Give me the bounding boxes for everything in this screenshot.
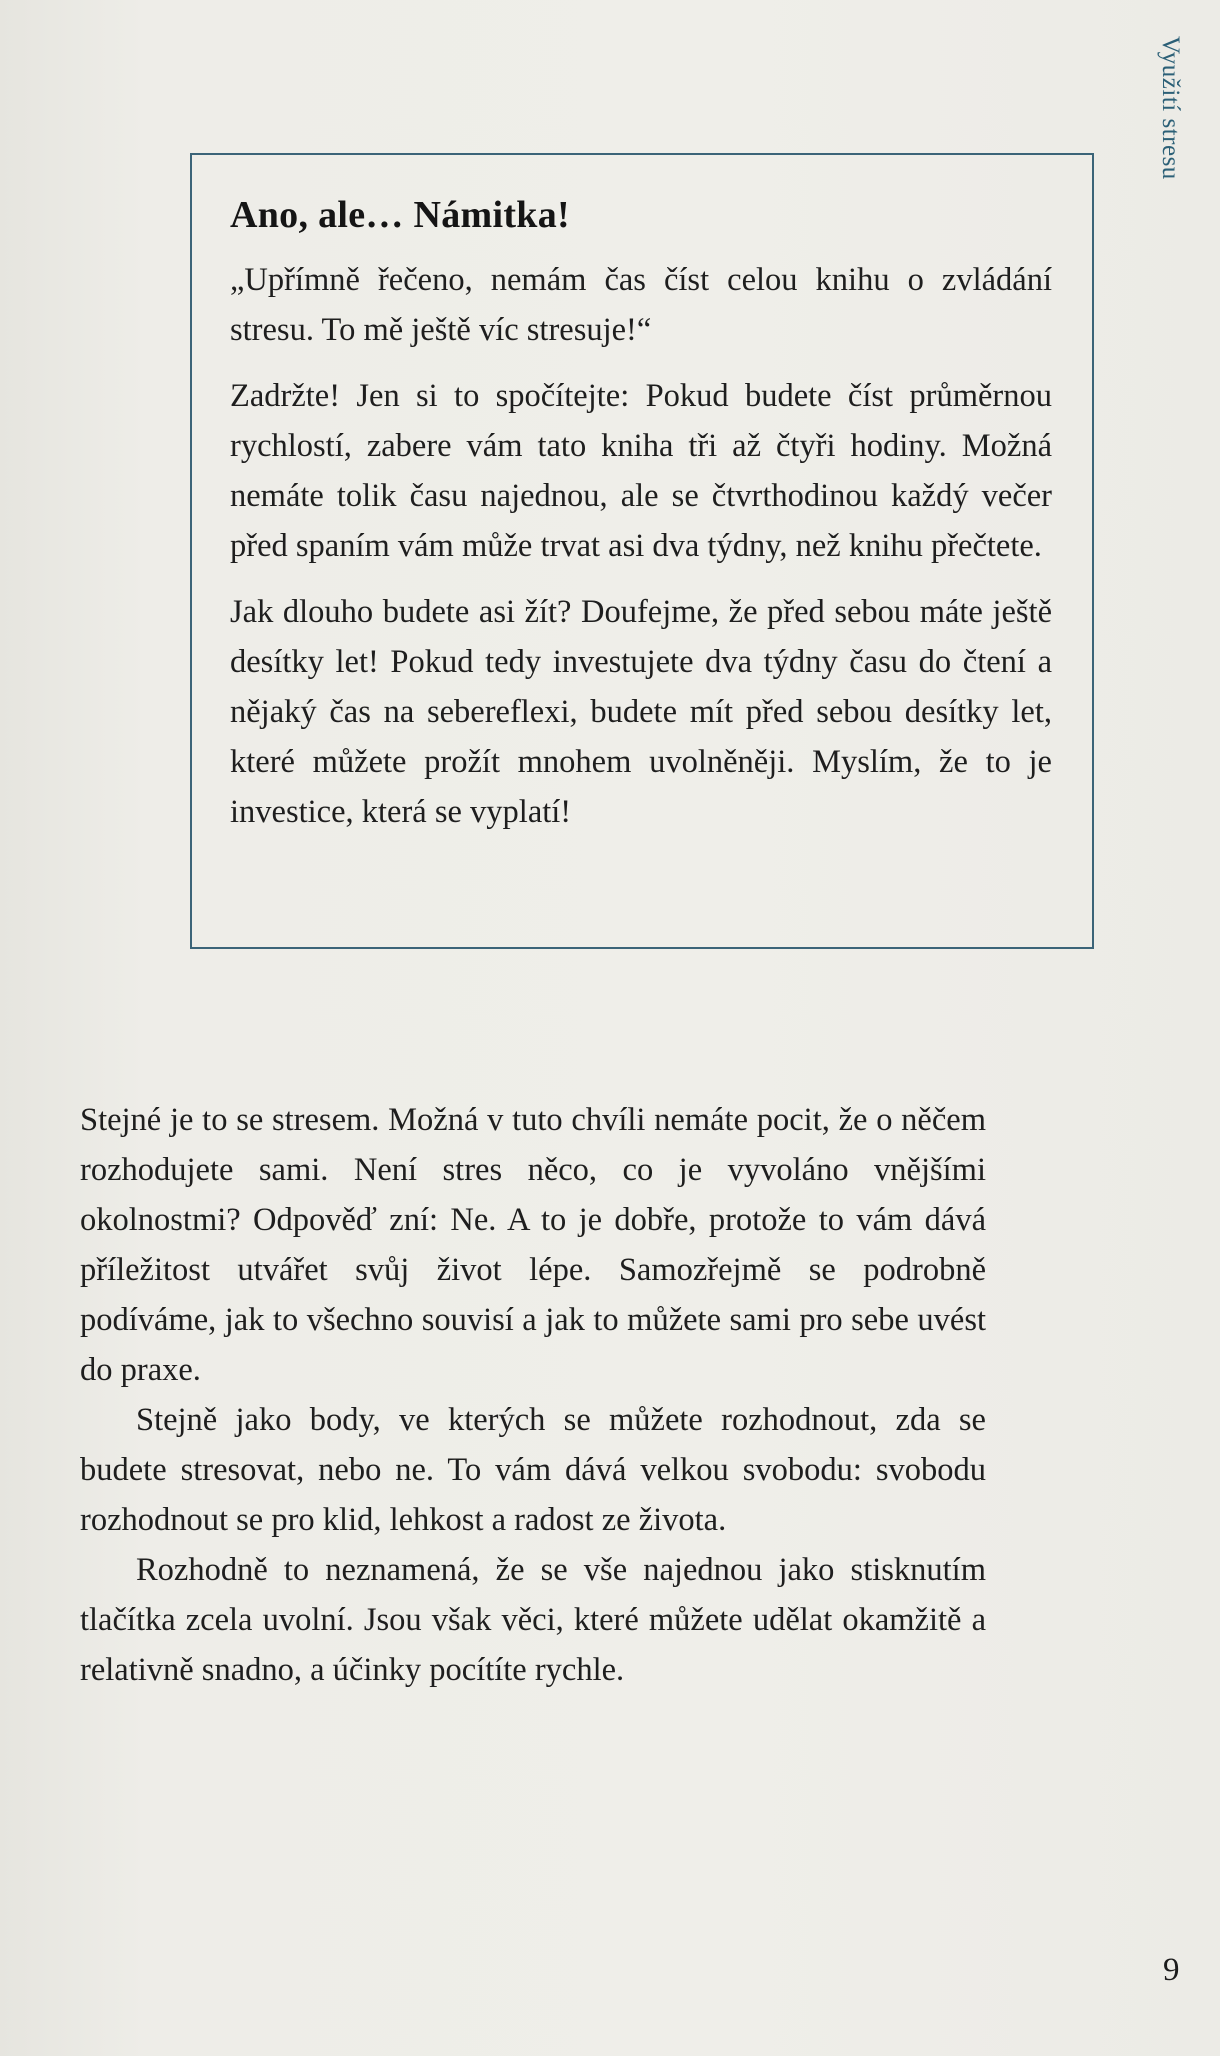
body-paragraph: Stejně jako body, ve kterých se můžete rozhodnout, zda se budete stresovat, nebo ne. To vám dává velkou svobodu: svobodu rozhodnout se pro klid, lehkost a radost ze života. xyxy=(80,1402,986,1538)
sidebar-title: Ano, ale… Námitka! xyxy=(230,194,570,236)
page-number: 9 xyxy=(1163,1952,1180,1988)
body-paragraph: Stejné je to se stresem. Možná v tuto chvíli nemáte pocit, že o něčem rozhodujete sami. Není stres něco, co je vyvoláno vnějšími okolnostmi? Odpověď zní: Ne. A to je dobře, protože to vám dává příležitost utvářet svůj život lépe. Samozřejmě se podrobně podíváme, jak to všechno souvisí a jak to můžete sami pro sebe uvést do praxe. xyxy=(80,1102,986,1388)
running-head: Využití stresu xyxy=(1157,36,1184,180)
sidebar-paragraph-quote: „Upřímně řečeno, nemám čas číst celou knihu o zvládání stresu. To mě ještě víc stresuje!“ xyxy=(230,262,1052,348)
sidebar-paragraph-calculation: Zadržte! Jen si to spočítejte: Pokud budete číst průměrnou rychlostí, zabere vám tato kniha tři až čtyři hodiny. Možná nemáte tolik času najednou, ale se čtvrthodinou každý večer před spaním vám může trvat asi dva týdny, než knihu přečtete. xyxy=(230,378,1052,564)
sidebar-paragraph-investment: Jak dlouho budete asi žít? Doufejme, že před sebou máte ještě desítky let! Pokud tedy investujete dva týdny času do čtení a nějaký čas na sebereflexi, budete mít před sebou desítky let, které můžete prožít mnohem uvolněněji. Myslím, že to je investice, která se vyplatí! xyxy=(230,594,1052,830)
body-text xyxy=(80,1095,986,1695)
objection-sidebar-box xyxy=(190,153,1094,949)
body-paragraph: Rozhodně to neznamená, že se vše najednou jako stisknutím tlačítka zcela uvolní. Jsou však věci, které můžete udělat okamžitě a relativně snadno, a účinky pocítíte rychle. xyxy=(80,1552,986,1688)
